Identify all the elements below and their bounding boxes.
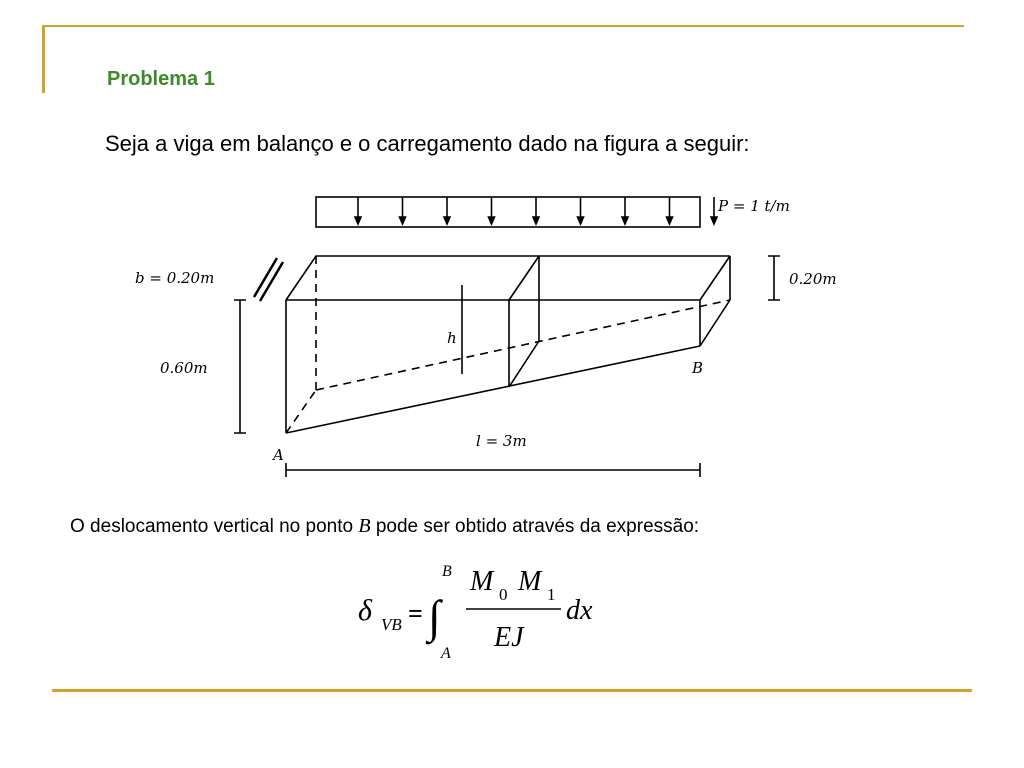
slide-title: Problema 1: [107, 68, 215, 90]
load-arrow-head: [622, 217, 628, 224]
width-label: b = 0.20m: [135, 269, 215, 287]
numerator-m1: M: [518, 566, 542, 597]
beam-edges: [286, 256, 730, 433]
left-height-label: 0.60m: [160, 359, 208, 377]
length-label: l = 3m: [476, 432, 527, 450]
h-label: h: [447, 329, 457, 347]
length-dimension: [286, 463, 700, 477]
numerator-sub1: 1: [547, 585, 556, 604]
load-arrow-head: [489, 217, 495, 224]
right-height-label: 0.20m: [789, 270, 837, 288]
integral-upper-limit: B: [442, 563, 452, 580]
load-label: P = 1 t/m: [718, 197, 790, 215]
statement-part-2: pode ser obtido através da expressão:: [370, 516, 700, 537]
load-box: [316, 197, 700, 227]
statement-part-1: O deslocamento vertical no ponto: [70, 516, 359, 537]
statement-point: B: [358, 515, 371, 537]
intro-text: Seja a viga em balanço e o carregamento dado na figura a seguir:: [105, 131, 750, 156]
delta-symbol: δ: [358, 594, 372, 627]
integral-sign: ∫: [428, 591, 441, 642]
b-dimension: [254, 258, 283, 301]
right-height-dimension: [768, 256, 780, 300]
load-arrow-head: [667, 217, 673, 224]
numerator-sub0: 0: [499, 585, 508, 604]
load-arrow-head: [711, 217, 717, 224]
integral-lower-limit: A: [441, 645, 451, 662]
load-arrow-head: [533, 217, 539, 224]
point-a-label: A: [273, 446, 284, 464]
load-arrow-head: [444, 217, 450, 224]
differential: dx: [566, 595, 593, 626]
beam-hidden-edges: [286, 256, 730, 433]
statement-text: [70, 515, 699, 538]
point-b-label: B: [692, 359, 704, 377]
load-arrows: [355, 197, 717, 224]
numerator-m0: M: [470, 566, 494, 597]
denominator: EJ: [494, 622, 524, 653]
load-arrow-head: [578, 217, 584, 224]
displacement-formula: [358, 563, 593, 662]
equals-sign: =: [408, 599, 423, 628]
load-arrow-head: [400, 217, 406, 224]
load-arrow-head: [355, 217, 361, 224]
left-height-dimension: [234, 300, 246, 433]
delta-subscript: VB: [381, 615, 402, 634]
